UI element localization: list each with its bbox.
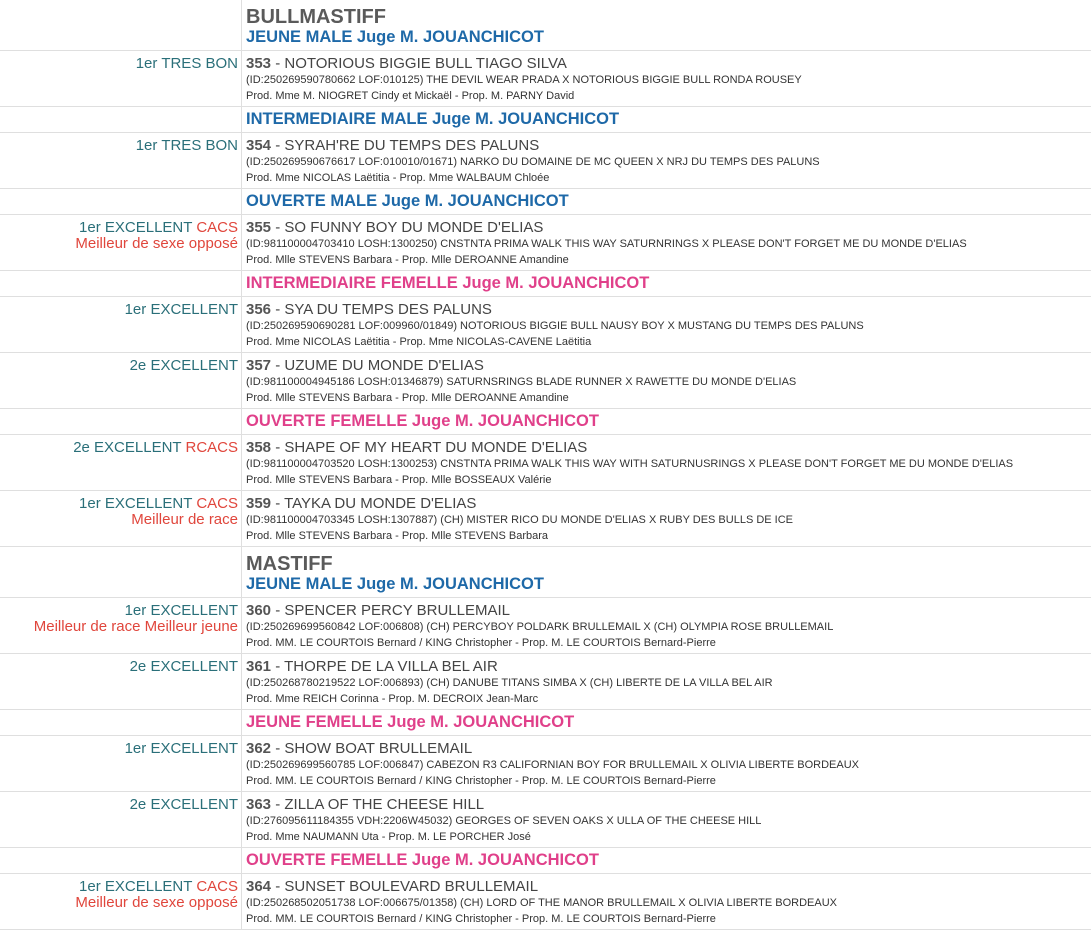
dog-name-line bbox=[246, 55, 1091, 72]
placement: 1er bbox=[79, 878, 101, 895]
class-header-row bbox=[0, 271, 1091, 297]
award-cell bbox=[0, 598, 242, 654]
award-line bbox=[0, 797, 238, 813]
grade: TRES BON bbox=[161, 55, 238, 72]
pedigree: (ID:250268780219522 LOF:006893) (CH) DANUBE TITANS SIMBA X (CH) LIBERTE DE LA VILLA BEL AIR bbox=[246, 675, 1091, 691]
owners: Prod. Mlle STEVENS Barbara - Prop. Mlle DEROANNE Amandine bbox=[246, 252, 1091, 268]
award-cell bbox=[0, 189, 242, 215]
owners: Prod. MM. LE COURTOIS Bernard / KING Christopher - Prop. M. LE COURTOIS Bernard-Pierre bbox=[246, 911, 1091, 927]
catalog-number: 360 bbox=[246, 602, 271, 619]
award-cell bbox=[0, 215, 242, 271]
info-cell bbox=[242, 654, 1091, 710]
dog-entry-row bbox=[0, 792, 1091, 848]
dog-name: - SHAPE OF MY HEART DU MONDE D'ELIAS bbox=[271, 439, 587, 456]
dog-name-line bbox=[246, 439, 1091, 456]
grade: EXCELLENT bbox=[105, 495, 192, 512]
dog-name: - SO FUNNY BOY DU MONDE D'ELIAS bbox=[271, 219, 543, 236]
dog-entry-row bbox=[0, 435, 1091, 491]
dog-entry-row bbox=[0, 874, 1091, 930]
info-cell bbox=[242, 271, 1091, 297]
cacs-title: CACS bbox=[196, 878, 238, 895]
info-cell bbox=[242, 133, 1091, 189]
catalog-number: 364 bbox=[246, 878, 271, 895]
award-cell bbox=[0, 0, 242, 51]
award-line bbox=[0, 496, 238, 512]
pedigree: (ID:250269590780662 LOF:010125) THE DEVIL WEAR PRADA X NOTORIOUS BIGGIE BULL RONDA ROUSEY bbox=[246, 72, 1091, 88]
grade: EXCELLENT bbox=[150, 301, 238, 318]
catalog-number: 363 bbox=[246, 796, 271, 813]
info-cell bbox=[242, 51, 1091, 107]
award-cell bbox=[0, 547, 242, 598]
award-line bbox=[0, 56, 238, 72]
breed-title: MASTIFF bbox=[246, 549, 1091, 574]
dog-name-line bbox=[246, 357, 1091, 374]
award-cell bbox=[0, 654, 242, 710]
dog-name: - ZILLA OF THE CHEESE HILL bbox=[271, 796, 484, 813]
pedigree: (ID:981100004703520 LOSH:1300253) CNSTNTA PRIMA WALK THIS WAY WITH SATURNUSRINGS X PLEASE DON'T FORGET ME DU MONDE D'ELIAS bbox=[246, 456, 1091, 472]
owners: Prod. Mme REICH Corinna - Prop. M. DECROIX Jean-Marc bbox=[246, 691, 1091, 707]
owners: Prod. Mlle STEVENS Barbara - Prop. Mlle DEROANNE Amandine bbox=[246, 390, 1091, 406]
award-line bbox=[0, 741, 238, 757]
class-header-row bbox=[0, 547, 1091, 598]
pedigree: (ID:250269699560785 LOF:006847) CABEZON R3 CALIFORNIAN BOY FOR BRULLEMAIL X OLIVIA LIBERTE BORDEAUX bbox=[246, 757, 1091, 773]
award-line bbox=[0, 358, 238, 374]
dog-entry-row bbox=[0, 353, 1091, 409]
pedigree: (ID:250268502051738 LOF:006675/01358) (CH) LORD OF THE MANOR BRULLEMAIL X OLIVIA LIBERTE BORDEAUX bbox=[246, 895, 1091, 911]
dog-entry-row bbox=[0, 297, 1091, 353]
award-line bbox=[0, 879, 238, 895]
catalog-number: 361 bbox=[246, 658, 271, 675]
grade: EXCELLENT bbox=[94, 439, 181, 456]
grade: EXCELLENT bbox=[105, 219, 192, 236]
dog-entry-row bbox=[0, 736, 1091, 792]
special-awards: Meilleur de race bbox=[0, 512, 238, 528]
placement: 2e bbox=[130, 658, 147, 675]
grade: EXCELLENT bbox=[150, 796, 238, 813]
owners: Prod. Mme NICOLAS Laëtitia - Prop. Mme NICOLAS-CAVENE Laëtitia bbox=[246, 334, 1091, 350]
pedigree: (ID:250269590690281 LOF:009960/01849) NOTORIOUS BIGGIE BULL NAUSY BOY X MUSTANG DU TEMPS DES PALUNS bbox=[246, 318, 1091, 334]
award-cell bbox=[0, 491, 242, 547]
special-awards: Meilleur de sexe opposé bbox=[0, 895, 238, 911]
catalog-number: 354 bbox=[246, 137, 271, 154]
award-line bbox=[0, 302, 238, 318]
dog-name-line bbox=[246, 301, 1091, 318]
dog-entry-row bbox=[0, 654, 1091, 710]
award-cell bbox=[0, 710, 242, 736]
info-cell bbox=[242, 215, 1091, 271]
info-cell bbox=[242, 353, 1091, 409]
dog-name-line bbox=[246, 495, 1091, 512]
award-cell bbox=[0, 51, 242, 107]
pedigree: (ID:981100004945186 LOSH:01346879) SATURNSRINGS BLADE RUNNER X RAWETTE DU MONDE D'ELIAS bbox=[246, 374, 1091, 390]
info-cell bbox=[242, 547, 1091, 598]
info-cell bbox=[242, 297, 1091, 353]
placement: 1er bbox=[125, 740, 147, 757]
dog-entry-row bbox=[0, 133, 1091, 189]
award-cell bbox=[0, 297, 242, 353]
award-cell bbox=[0, 133, 242, 189]
dog-name: - NOTORIOUS BIGGIE BULL TIAGO SILVA bbox=[271, 55, 567, 72]
owners: Prod. MM. LE COURTOIS Bernard / KING Christopher - Prop. M. LE COURTOIS Bernard-Pierre bbox=[246, 635, 1091, 651]
info-cell bbox=[242, 874, 1091, 930]
class-title: JEUNE MALE Juge M. JOUANCHICOT bbox=[246, 27, 1091, 47]
catalog-number: 359 bbox=[246, 495, 271, 512]
dog-name-line bbox=[246, 796, 1091, 813]
dog-entry-row bbox=[0, 51, 1091, 107]
dog-name: - SYA DU TEMPS DES PALUNS bbox=[271, 301, 492, 318]
grade: EXCELLENT bbox=[150, 658, 238, 675]
info-cell bbox=[242, 189, 1091, 215]
cacs-title: CACS bbox=[196, 219, 238, 236]
pedigree: (ID:981100004703345 LOSH:1307887) (CH) MISTER RICO DU MONDE D'ELIAS X RUBY DES BULLS DE ICE bbox=[246, 512, 1091, 528]
special-awards: Meilleur de race Meilleur jeune bbox=[0, 619, 238, 635]
award-cell bbox=[0, 271, 242, 297]
dog-name-line bbox=[246, 878, 1091, 895]
breed-title: BULLMASTIFF bbox=[246, 2, 1091, 27]
placement: 1er bbox=[79, 495, 101, 512]
class-title: OUVERTE FEMELLE Juge M. JOUANCHICOT bbox=[246, 850, 1091, 870]
catalog-number: 353 bbox=[246, 55, 271, 72]
owners: Prod. Mlle STEVENS Barbara - Prop. Mlle STEVENS Barbara bbox=[246, 528, 1091, 544]
info-cell bbox=[242, 598, 1091, 654]
placement: 1er bbox=[136, 137, 158, 154]
dog-name: - SUNSET BOULEVARD BRULLEMAIL bbox=[271, 878, 538, 895]
owners: Prod. MM. LE COURTOIS Bernard / KING Christopher - Prop. M. LE COURTOIS Bernard-Pierre bbox=[246, 773, 1091, 789]
owners: Prod. Mme NICOLAS Laëtitia - Prop. Mme WALBAUM Chloée bbox=[246, 170, 1091, 186]
info-cell bbox=[242, 409, 1091, 435]
placement: 2e bbox=[130, 357, 147, 374]
class-header-row bbox=[0, 107, 1091, 133]
placement: 1er bbox=[136, 55, 158, 72]
award-line bbox=[0, 440, 238, 456]
placement: 2e bbox=[130, 796, 147, 813]
pedigree: (ID:250269699560842 LOF:006808) (CH) PERCYBOY POLDARK BRULLEMAIL X (CH) OLYMPIA ROSE BRULLEMAIL bbox=[246, 619, 1091, 635]
award-cell bbox=[0, 736, 242, 792]
catalog-number: 362 bbox=[246, 740, 271, 757]
dog-name-line bbox=[246, 137, 1091, 154]
dog-name-line bbox=[246, 658, 1091, 675]
dog-name: - SYRAH'RE DU TEMPS DES PALUNS bbox=[271, 137, 539, 154]
class-title: JEUNE MALE Juge M. JOUANCHICOT bbox=[246, 574, 1091, 594]
catalog-number: 358 bbox=[246, 439, 271, 456]
grade: TRES BON bbox=[161, 137, 238, 154]
class-title: INTERMEDIAIRE MALE Juge M. JOUANCHICOT bbox=[246, 109, 1091, 129]
dog-name: - TAYKA DU MONDE D'ELIAS bbox=[271, 495, 476, 512]
award-cell bbox=[0, 353, 242, 409]
special-awards: Meilleur de sexe opposé bbox=[0, 236, 238, 252]
award-cell bbox=[0, 409, 242, 435]
award-line bbox=[0, 138, 238, 154]
catalog-number: 355 bbox=[246, 219, 271, 236]
class-title: OUVERTE FEMELLE Juge M. JOUANCHICOT bbox=[246, 411, 1091, 431]
award-line bbox=[0, 659, 238, 675]
award-cell bbox=[0, 848, 242, 874]
pedigree: (ID:981100004703410 LOSH:1300250) CNSTNTA PRIMA WALK THIS WAY SATURNRINGS X PLEASE DON'T FORGET ME DU MONDE D'ELIAS bbox=[246, 236, 1091, 252]
grade: EXCELLENT bbox=[150, 740, 238, 757]
placement: 1er bbox=[125, 602, 147, 619]
award-cell bbox=[0, 792, 242, 848]
award-cell bbox=[0, 874, 242, 930]
catalog-number: 357 bbox=[246, 357, 271, 374]
class-header-row bbox=[0, 710, 1091, 736]
dog-entry-row bbox=[0, 598, 1091, 654]
info-cell bbox=[242, 710, 1091, 736]
grade: EXCELLENT bbox=[150, 357, 238, 374]
dog-name: - UZUME DU MONDE D'ELIAS bbox=[271, 357, 484, 374]
dog-name-line bbox=[246, 740, 1091, 757]
award-line bbox=[0, 603, 238, 619]
grade: EXCELLENT bbox=[105, 878, 192, 895]
class-title: JEUNE FEMELLE Juge M. JOUANCHICOT bbox=[246, 712, 1091, 732]
grade: EXCELLENT bbox=[150, 602, 238, 619]
info-cell bbox=[242, 736, 1091, 792]
info-cell bbox=[242, 792, 1091, 848]
dog-name-line bbox=[246, 602, 1091, 619]
dog-entry-row bbox=[0, 491, 1091, 547]
info-cell bbox=[242, 435, 1091, 491]
dog-name: - THORPE DE LA VILLA BEL AIR bbox=[271, 658, 498, 675]
class-header-row bbox=[0, 848, 1091, 874]
class-header-row bbox=[0, 0, 1091, 51]
owners: Prod. Mme NAUMANN Uta - Prop. M. LE PORCHER José bbox=[246, 829, 1091, 845]
info-cell bbox=[242, 107, 1091, 133]
pedigree: (ID:276095611184355 VDH:2206W45032) GEORGES OF SEVEN OAKS X ULLA OF THE CHEESE HILL bbox=[246, 813, 1091, 829]
dog-name: - SHOW BOAT BRULLEMAIL bbox=[271, 740, 472, 757]
info-cell bbox=[242, 848, 1091, 874]
class-header-row bbox=[0, 409, 1091, 435]
owners: Prod. Mlle STEVENS Barbara - Prop. Mlle BOSSEAUX Valérie bbox=[246, 472, 1091, 488]
owners: Prod. Mme M. NIOGRET Cindy et Mickaël - Prop. M. PARNY David bbox=[246, 88, 1091, 104]
class-header-row bbox=[0, 189, 1091, 215]
class-title: OUVERTE MALE Juge M. JOUANCHICOT bbox=[246, 191, 1091, 211]
pedigree: (ID:250269590676617 LOF:010010/01671) NARKO DU DOMAINE DE MC QUEEN X NRJ DU TEMPS DES PALUNS bbox=[246, 154, 1091, 170]
info-cell bbox=[242, 0, 1091, 51]
placement: 2e bbox=[73, 439, 90, 456]
award-cell bbox=[0, 435, 242, 491]
dog-name: - SPENCER PERCY BRULLEMAIL bbox=[271, 602, 510, 619]
dog-name-line bbox=[246, 219, 1091, 236]
info-cell bbox=[242, 491, 1091, 547]
placement: 1er bbox=[79, 219, 101, 236]
award-cell bbox=[0, 107, 242, 133]
catalog-number: 356 bbox=[246, 301, 271, 318]
placement: 1er bbox=[125, 301, 147, 318]
dog-entry-row bbox=[0, 215, 1091, 271]
award-line bbox=[0, 220, 238, 236]
class-title: INTERMEDIAIRE FEMELLE Juge M. JOUANCHICOT bbox=[246, 273, 1091, 293]
cacs-title: CACS bbox=[196, 495, 238, 512]
cacs-title: RCACS bbox=[185, 439, 238, 456]
